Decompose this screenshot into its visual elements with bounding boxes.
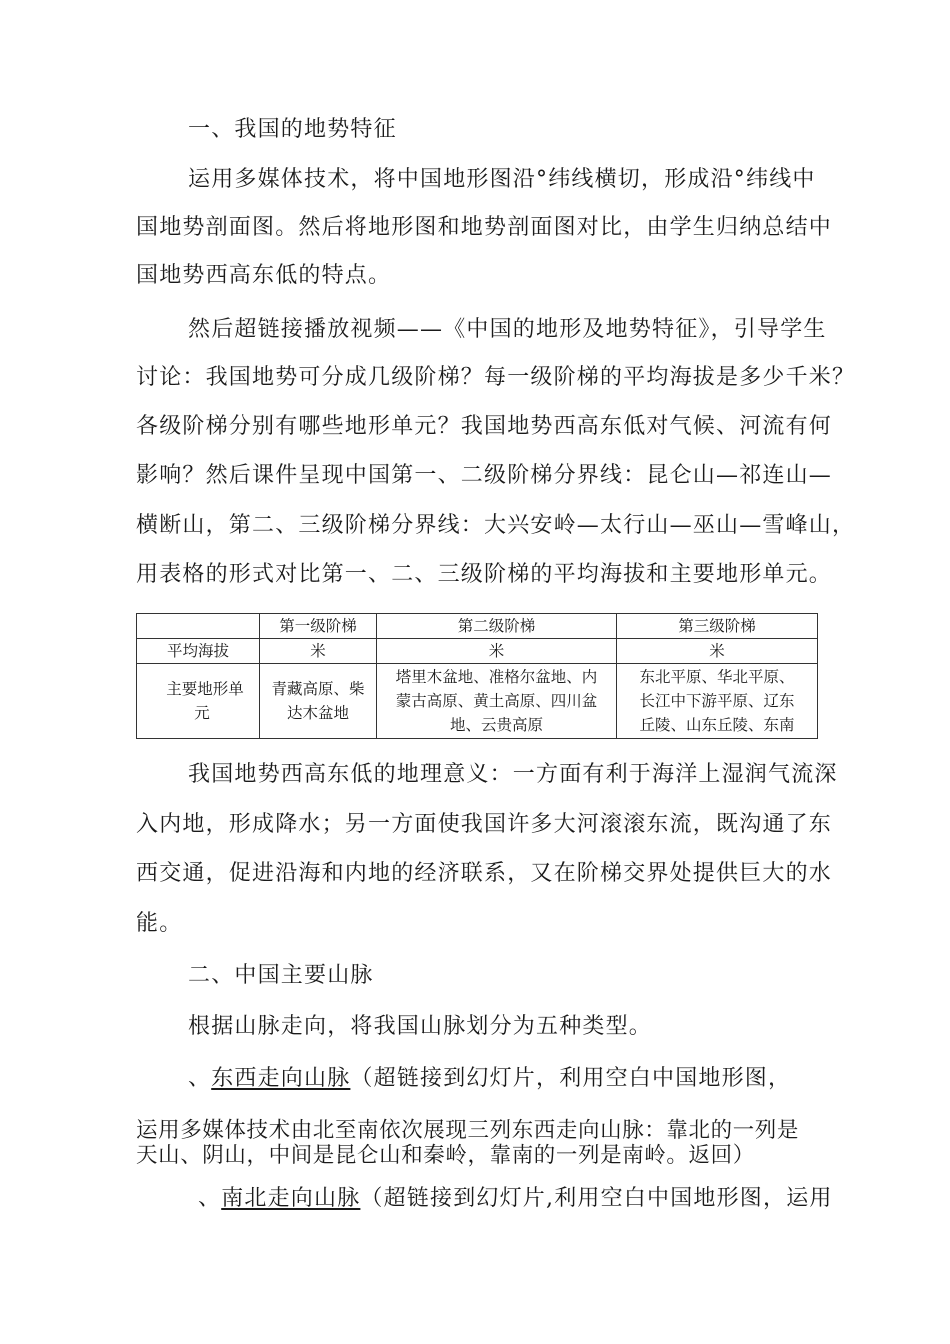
paragraph-line: 西交通，促进沿海和内地的经济联系，又在阶梯交界处提供巨大的水 [136, 861, 833, 886]
link-east-west-mountains[interactable]: 东西走向山脉 [211, 1066, 351, 1091]
paragraph-line: 然后超链接播放视频——《中国的地形及地势特征》，引导学生 [188, 317, 827, 342]
table-row [137, 639, 818, 664]
table-cell: 米 [260, 639, 377, 664]
table-header-cell: 第二级阶梯 [377, 614, 617, 639]
table-cell [617, 664, 818, 739]
cell-line: 主要地形单 [166, 680, 244, 698]
paragraph-line: 天山、阴山，中间是昆仑山和秦岭，靠南的一列是南岭。返回） [136, 1143, 755, 1168]
paragraph-line: 运用多媒体技术，将中国地形图沿°纬线横切，形成沿°纬线中 [188, 167, 816, 192]
paragraph-line: 横断山，第二、三级阶梯分界线：大兴安岭—太行山—巫山—雪峰山， [136, 513, 856, 538]
table-header-cell [137, 614, 260, 639]
list-prefix: 、 [188, 1066, 212, 1091]
link-north-south-mountains[interactable]: 南北走向山脉 [221, 1186, 361, 1211]
cell-line: 青藏高原、柴 [271, 680, 365, 698]
terrain-steps-table [136, 613, 818, 739]
table-row-label: 平均海拔 [137, 639, 260, 664]
list-item-east-west [188, 1066, 791, 1092]
section-heading-terrain: 一、我国的地势特征 [188, 117, 397, 142]
paragraph-line: 国地势剖面图。然后将地形图和地势剖面图对比，由学生归纳总结中 [136, 215, 833, 240]
cell-line: 地、云贵高原 [449, 716, 543, 734]
section-heading-mountains: 二、中国主要山脉 [188, 963, 374, 988]
list-item-text: （超链接到幻灯片,利用空白中国地形图，运用 [360, 1186, 833, 1211]
table-row [137, 664, 818, 739]
cell-line: 东北平原、华北平原、 [639, 668, 795, 686]
paragraph-line: 能。 [136, 911, 183, 936]
table-cell [260, 664, 377, 739]
paragraph-line: 影响？然后课件呈现中国第一、二级阶梯分界线：昆仑山—祁连山— [136, 463, 833, 488]
table-row-label [137, 664, 260, 739]
list-item-north-south [198, 1186, 833, 1212]
paragraph-line: 各级阶梯分别有哪些地形单元？我国地势西高东低对气候、河流有何 [136, 414, 833, 439]
paragraph-line: 我国地势西高东低的地理意义：一方面有利于海洋上湿润气流深 [188, 762, 838, 787]
cell-line: 蒙古高原、黄土高原、四川盆 [395, 692, 598, 710]
table-header-cell: 第三级阶梯 [617, 614, 818, 639]
list-prefix: 、 [198, 1186, 222, 1211]
table-header-cell: 第一级阶梯 [260, 614, 377, 639]
table-cell: 米 [377, 639, 617, 664]
table-cell: 米 [617, 639, 818, 664]
cell-line: 塔里木盆地、准格尔盆地、内 [395, 668, 598, 686]
paragraph-line: 讨论：我国地势可分成几级阶梯？每一级阶梯的平均海拔是多少千米？ [136, 365, 856, 390]
paragraph-line: 用表格的形式对比第一、二、三级阶梯的平均海拔和主要地形单元。 [136, 562, 833, 587]
paragraph-line: 国地势西高东低的特点。 [136, 263, 392, 288]
table-cell [377, 664, 617, 739]
cell-line: 达木盆地 [286, 704, 349, 722]
cell-line: 丘陵、山东丘陵、东南 [639, 716, 795, 734]
cell-line: 长江中下游平原、辽东 [639, 692, 795, 710]
table-header-row [137, 614, 818, 639]
cell-line: 元 [194, 704, 210, 722]
paragraph-line: 入内地，形成降水；另一方面使我国许多大河滚滚东流，既沟通了东 [136, 812, 833, 837]
paragraph-line: 运用多媒体技术由北至南依次展现三列东西走向山脉：靠北的一列是 [136, 1118, 800, 1143]
list-item-text: （超链接到幻灯片，利用空白中国地形图， [350, 1066, 792, 1091]
paragraph-line: 根据山脉走向，将我国山脉划分为五种类型。 [188, 1014, 653, 1039]
